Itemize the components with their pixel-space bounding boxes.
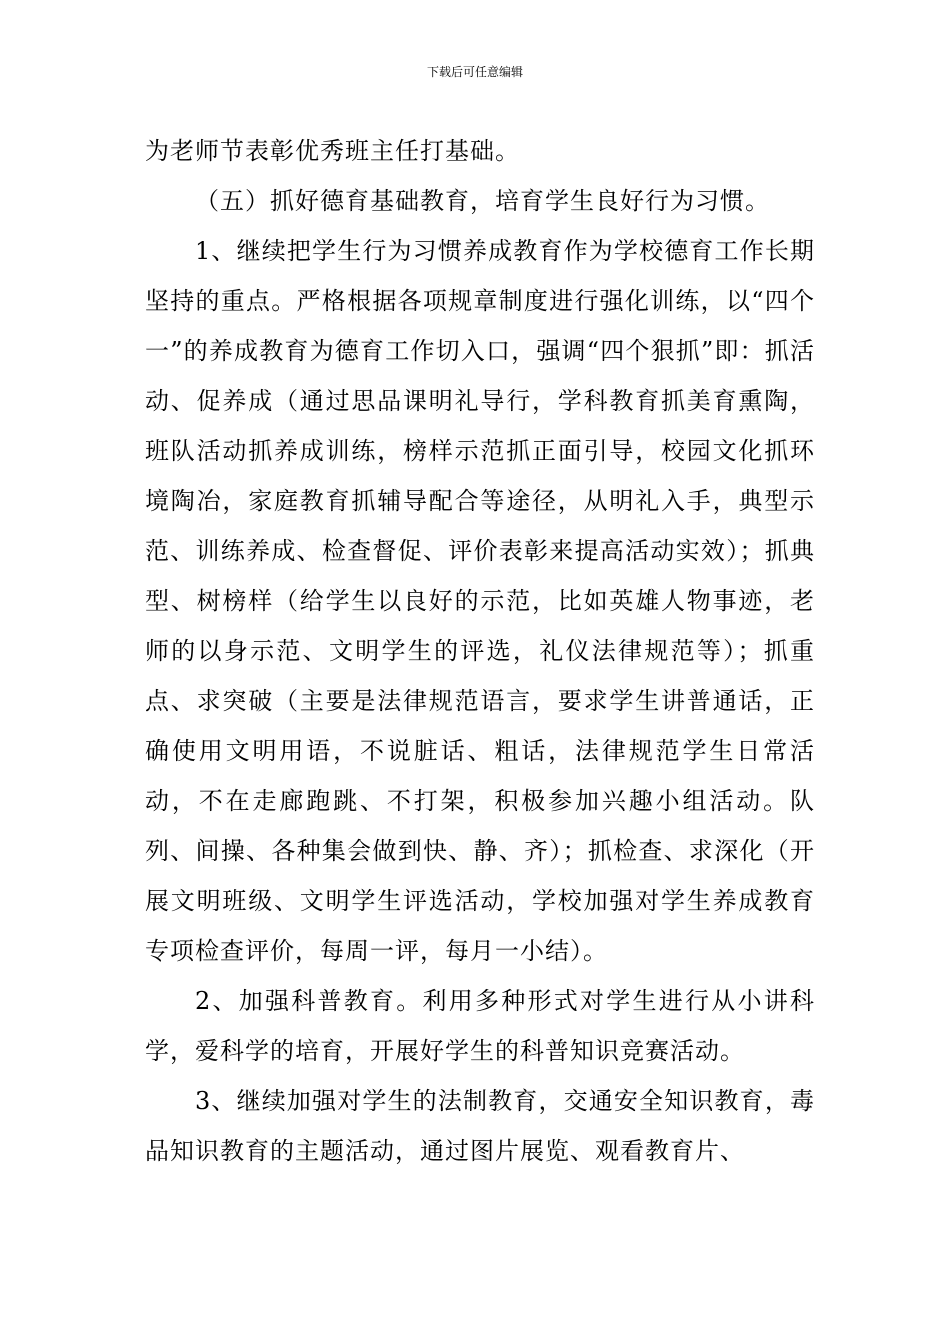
- paragraph-item-1: 1、继续把学生行为习惯养成教育作为学校德育工作长期坚持的重点。严格根据各项规章制度进行强化训练，以“四个一”的养成教育为德育工作切入口，强调“四个狠抓”即：抓活动、促养成（通过思品课明礼导行，学科教育抓美育熏陶，班队活动抓养成训练，榜样示范抓正面引导，校园文化抓环境陶冶，家庭教育抓辅导配合等途径，从明礼入手，典型示范、训练养成、检查督促、评价表彰来提高活动实效）；抓典型、树榜样（给学生以良好的示范，比如英雄人物事迹，老师的以身示范、文明学生的评选，礼仪法律规范等）；抓重点、求突破（主要是法律规范语言，要求学生讲普通话，正确使用文明用语，不说脏话、粗话，法律规范学生日常活动，不在走廊跑跳、不打架，积极参加兴趣小组活动。队列、间操、各种集会做到快、静、齐）；抓检查、求深化（开展文明班级、文明学生评选活动，学校加强对学生养成教育专项检查评价，每周一评，每月一小结）。: [145, 237, 815, 965]
- paragraph-item-2: 2、加强科普教育。利用多种形式对学生进行从小讲科学，爱科学的培育，开展好学生的科普知识竞赛活动。: [145, 987, 815, 1065]
- document-body: [145, 126, 815, 1176]
- paragraph-section-heading: （五）抓好德育基础教育，培育学生良好行为习惯。: [195, 187, 770, 215]
- paragraph-item-3: 3、继续加强对学生的法制教育，交通安全知识教育，毒品知识教育的主题活动，通过图片展览、观看教育片、: [145, 1087, 815, 1165]
- page-header: 下载后可任意编辑: [426, 65, 523, 79]
- paragraph-continuation: 为老师节表彰优秀班主任打基础。: [145, 137, 520, 165]
